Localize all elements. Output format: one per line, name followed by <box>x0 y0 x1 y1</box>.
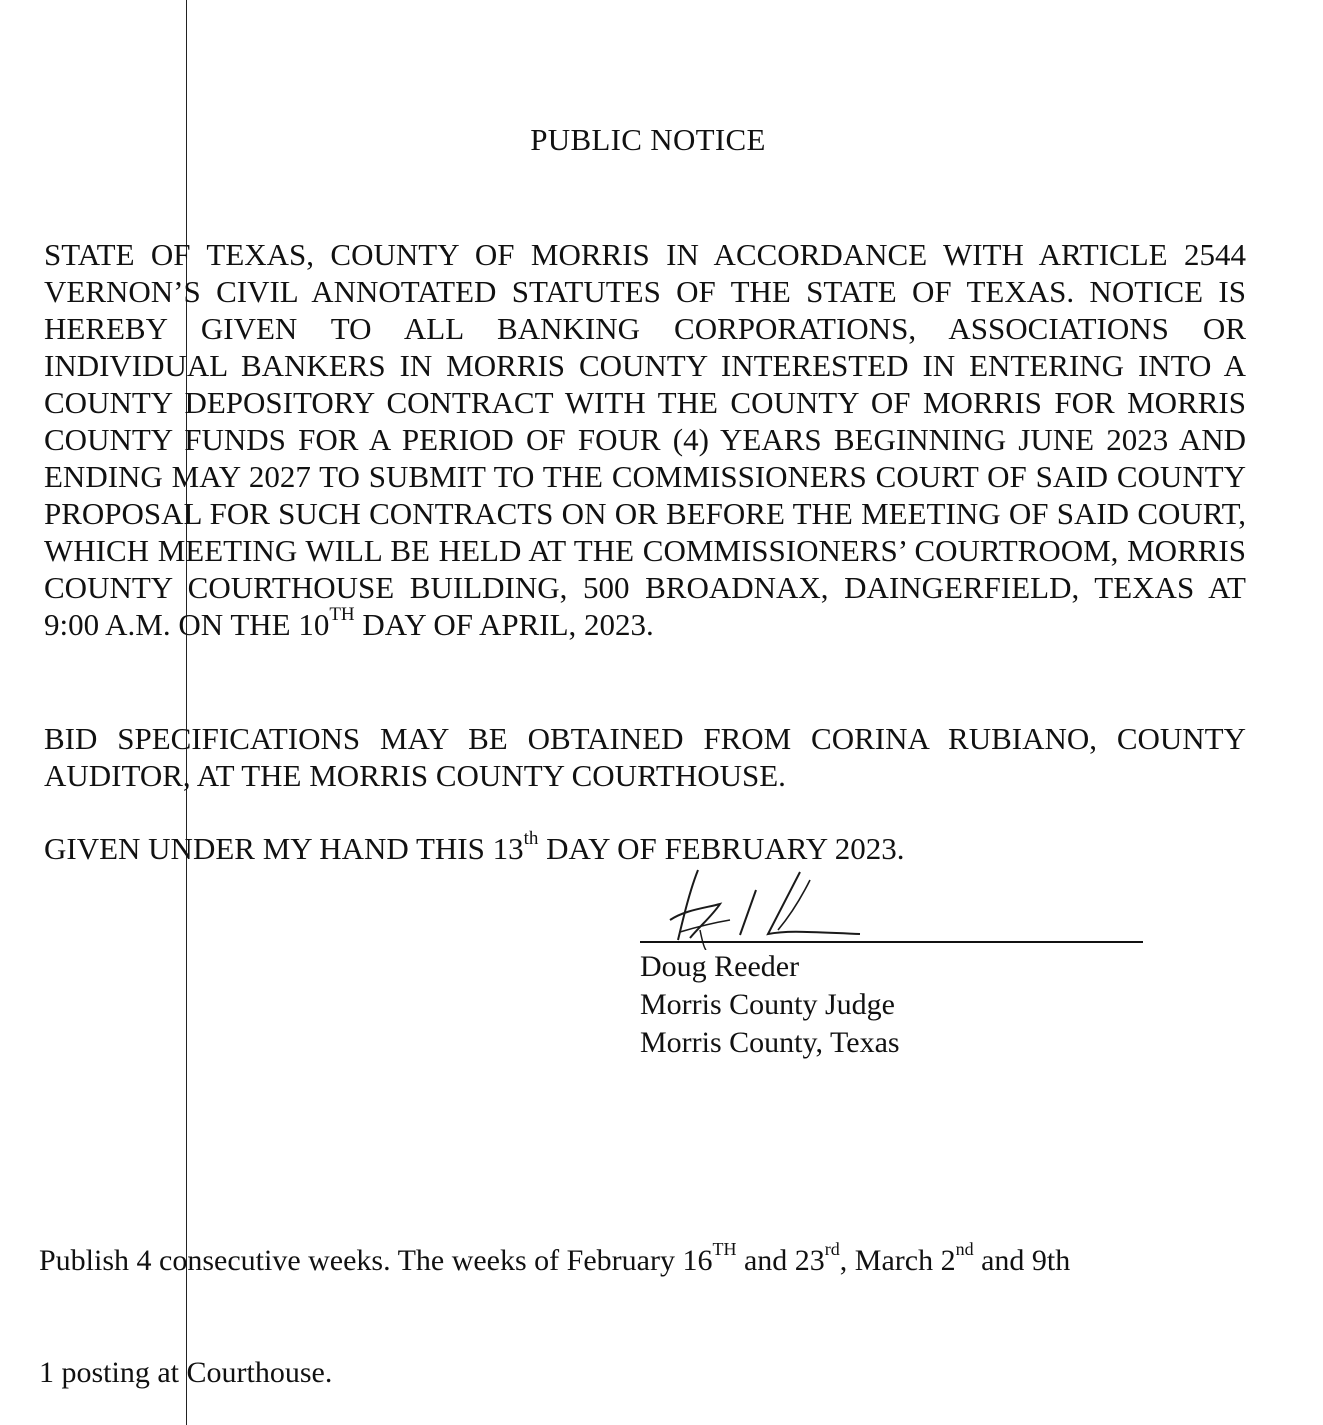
posting-note: 1 posting at Courthouse. <box>39 1356 333 1389</box>
notice-paragraph-main-text: STATE OF TEXAS, COUNTY OF MORRIS IN ACCORDANCE WITH ARTICLE 2544 VERNON’S CIVIL ANNOTATED STATUTES OF THE STATE OF TEXAS. NOTICE IS HEREBY GIVEN TO ALL BANKING CORPORATIONS, ASSOCIATIONS OR INDIVIDUAL BANKERS IN MORRIS COUNTY INTERESTED IN ENTERING INTO A COUNTY DEPOSITORY CONTRACT WITH THE COUNTY OF MORRIS FOR MORRIS COUNTY FUNDS FOR A PERIOD OF FOUR (4) YEARS BEGINNING JUNE 2023 AND ENDING MAY 2027 TO SUBMIT TO THE COMMISSIONERS COURT OF SAID COUNTY PROPOSAL FOR SUCH CONTRACTS ON OR BEFORE THE MEETING OF SAID COURT, WHICH MEETING WILL BE HELD AT THE COMMISSIONERS’ COURTROOM, MORRIS COUNTY COURTHOUSE BUILDING, 500 BROADNAX, DAINGERFIELD, TEXAS AT 9:00 A.M. ON THE 10 <box>44 237 1246 642</box>
ordinal-suffix: TH <box>712 1239 737 1259</box>
publish-text: Publish 4 consecutive weeks. The weeks of February 16 <box>39 1244 713 1277</box>
ordinal-suffix: nd <box>955 1239 974 1259</box>
ordinal-suffix: rd <box>824 1239 840 1259</box>
notice-paragraph-main-tail: DAY OF APRIL, 2023. <box>354 607 654 642</box>
publish-text: , March 2 <box>839 1244 956 1277</box>
ordinal-suffix: th <box>523 827 539 849</box>
signer-position: Morris County Judge <box>640 988 895 1021</box>
publish-text: and 9th <box>973 1244 1071 1277</box>
signature-line <box>640 941 1143 943</box>
handwritten-signature <box>660 860 880 950</box>
scan-artifact-line <box>186 0 187 1425</box>
given-under-hand-paragraph <box>44 827 1246 867</box>
signer-location: Morris County, Texas <box>640 1026 900 1059</box>
bid-specifications-paragraph: BID SPECIFICATIONS MAY BE OBTAINED FROM CORINA RUBIANO, COUNTY AUDITOR, AT THE MORRIS COUNTY COURTHOUSE. <box>44 721 1246 793</box>
signer-block <box>640 948 900 1062</box>
given-tail: DAY OF FEBRUARY 2023. <box>538 831 905 866</box>
given-text: GIVEN UNDER MY HAND THIS 13 <box>44 831 524 866</box>
notice-paragraph-main <box>44 236 1246 643</box>
publish-text: and 23 <box>736 1244 825 1277</box>
ordinal-suffix: TH <box>329 603 355 625</box>
publish-instructions <box>39 1239 1071 1278</box>
signer-name: Doug Reeder <box>640 950 800 983</box>
notice-title: PUBLIC NOTICE <box>530 122 766 157</box>
